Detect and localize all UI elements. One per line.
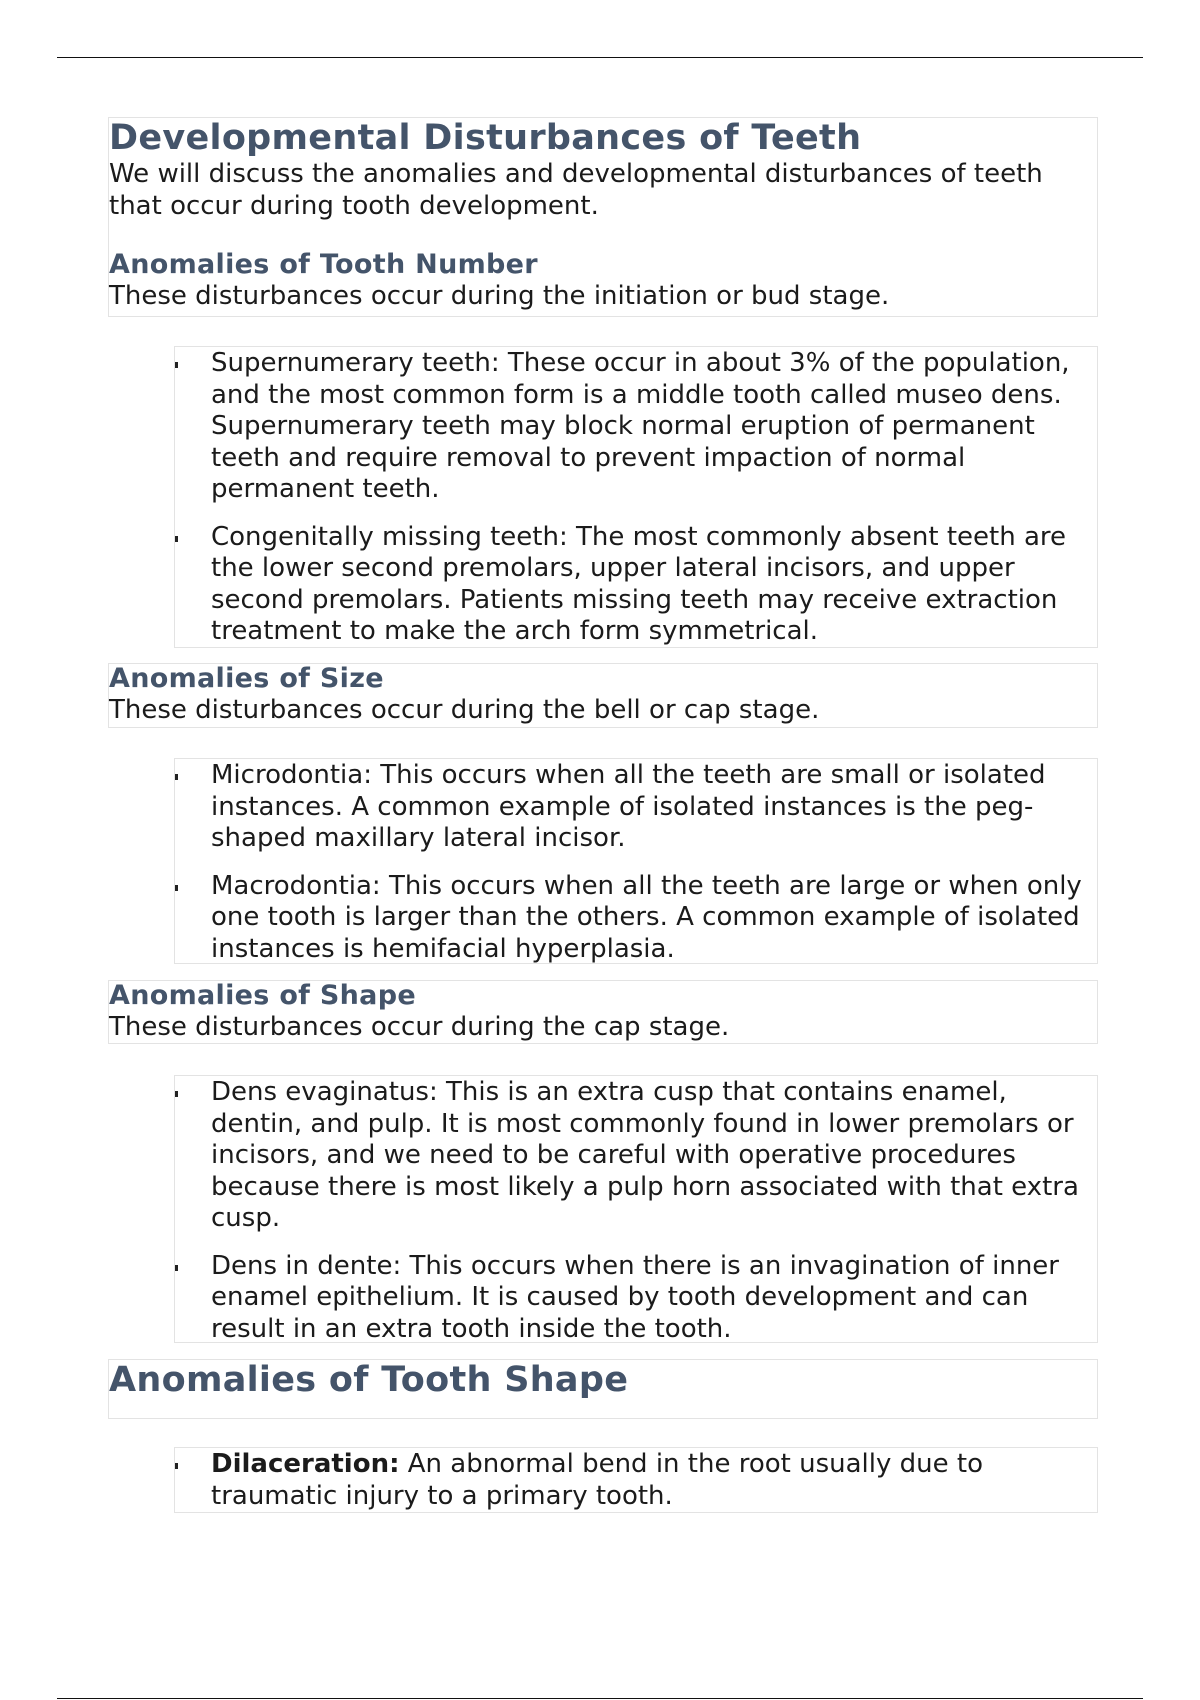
bullet-icon [175,362,178,368]
section-description-tooth-number: These disturbances occur during the initiation or bud stage. [109,281,890,311]
list-size [174,758,1098,964]
list-shape [174,1075,1098,1343]
top-rule [57,57,1143,58]
bullet-icon [175,536,178,542]
list-item: Dens in dente: This occurs when there is an invagination of inner enamel epithelium. It is caused by tooth development and can result in an extra tooth inside the tooth. [175,1251,1097,1346]
section-tooth-shape [108,1359,1098,1419]
list-item: Microdontia: This occurs when all the teeth are small or isolated instances. A common example of isolated instances is the peg-shaped maxillary lateral incisor. [175,760,1097,855]
list-tooth-shape [174,1447,1098,1513]
bullet-icon [175,1463,178,1469]
intro-block [108,117,1098,317]
bullet-icon [175,1091,178,1097]
section-size [108,663,1098,728]
list-item: Congenitally missing teeth: The most commonly absent teeth are the lower second premolars, upper lateral incisors, and upper second premolars. Patients missing teeth may receive extraction treatment to make the arch form symmetrical. [175,522,1097,648]
list-item: Supernumerary teeth: These occur in about 3% of the population, and the most common form is a middle tooth called museo dens. Supernumerary teeth may block normal eruption of permanent teeth and require removal to prevent impaction of normal permanent teeth. [175,348,1097,506]
section-heading-tooth-number: Anomalies of Tooth Number [109,249,538,280]
list-item: Dens evaginatus: This is an extra cusp that contains enamel, dentin, and pulp. It is most commonly found in lower premolars or incisors, and we need to be careful with operative procedures because there is most likely a pulp horn associated with that extra cusp. [175,1077,1097,1235]
list-tooth-number [174,346,1098,648]
page-title: Developmental Disturbances of Teeth [109,118,862,158]
list-item: Macrodontia: This occurs when all the teeth are large or when only one tooth is larger than the others. A common example of isolated instances is hemifacial hyperplasia. [175,871,1097,966]
section-shape [108,980,1098,1044]
section-description-size: These disturbances occur during the bell or cap stage. [109,695,820,725]
section-heading-size: Anomalies of Size [109,663,384,694]
intro-paragraph: We will discuss the anomalies and developmental disturbances of teeth that occur during tooth development. [109,159,1043,221]
section-description-shape: These disturbances occur during the cap stage. [109,1012,730,1042]
bullet-icon [175,774,178,780]
bottom-rule [57,1698,1143,1699]
term-dilaceration: Dilaceration: [211,1449,400,1479]
section-heading-shape: Anomalies of Shape [109,980,416,1011]
list-item: Dilaceration: An abnormal bend in the root usually due to traumatic injury to a primary tooth. [175,1449,1097,1512]
bullet-icon [175,1265,178,1271]
section-title-tooth-shape: Anomalies of Tooth Shape [109,1360,629,1400]
bullet-icon [175,885,178,891]
